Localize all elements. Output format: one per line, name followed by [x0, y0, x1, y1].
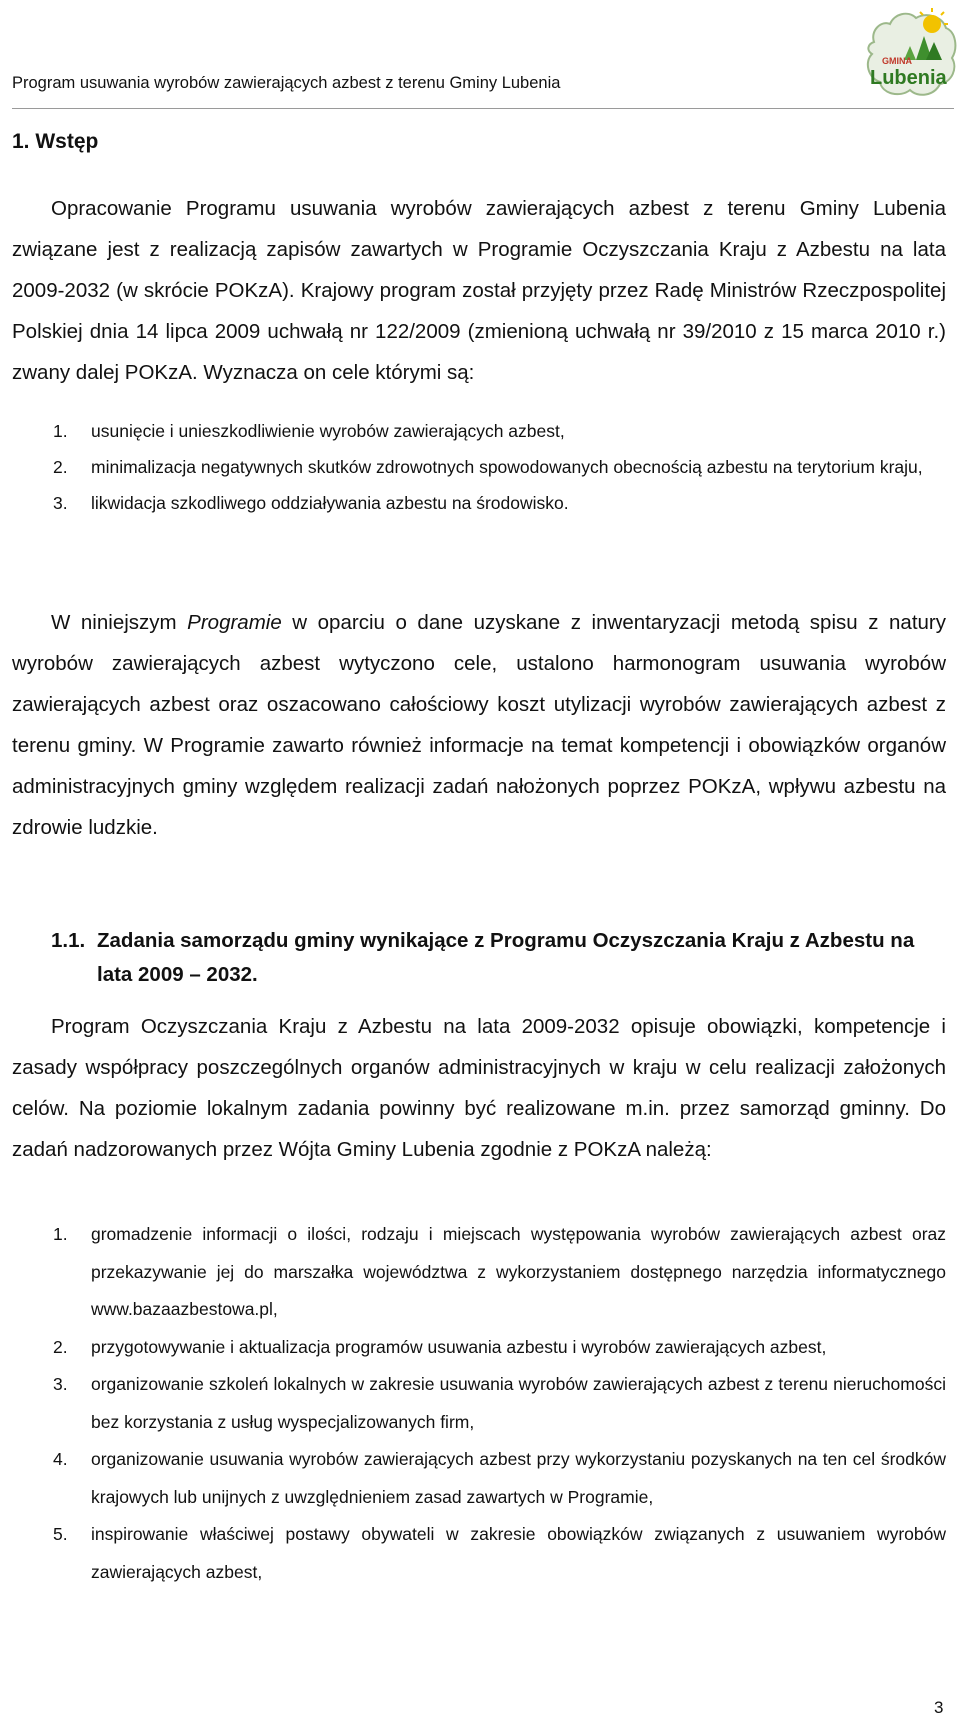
section-heading-tasks	[51, 924, 951, 992]
list-item-text: inspirowanie właściwej postawy obywateli w zakresie obowiązków związanych z usuwaniem wyrobów zawierających azbest,	[91, 1524, 946, 1582]
gmina-lubenia-logo	[860, 2, 960, 104]
list-item-number: 5.	[53, 1524, 68, 1544]
tasks-list	[53, 1216, 946, 1591]
header-title: Program usuwania wyrobów zawierających azbest z terenu Gminy Lubenia	[12, 74, 561, 92]
list-item-number: 1.	[53, 1224, 68, 1244]
program-italic-word: Programie	[187, 611, 282, 634]
header-divider	[12, 108, 954, 109]
page-header	[12, 0, 954, 110]
list-item-number: 4.	[53, 1449, 68, 1469]
list-item-number: 3.	[53, 1374, 68, 1394]
list-item	[53, 485, 946, 521]
list-item	[53, 1441, 946, 1516]
list-item-number: 2.	[53, 1336, 68, 1357]
list-item	[53, 1216, 946, 1329]
list-item	[53, 1516, 946, 1591]
section-title: Zadania samorządu gminy wynikające z Programu Oczyszczania Kraju z Azbestu na lata 2009 – 2032.	[97, 929, 915, 986]
program-paragraph	[12, 602, 946, 848]
list-item	[53, 413, 946, 449]
intro-paragraph-text: Opracowanie Programu usuwania wyrobów zawierających azbest z terenu Gminy Lubenia związane jest z realizacją zapisów zawartych w Programie Oczyszczania Kraju z Azbestu na lata 2009-2032 (w skrócie POKzA). Krajowy program został przyjęty przez Radę Ministrów Rzeczpospolitej Polskiej dnia 14 lipca 2009 uchwałą nr 122/2009 (zmienioną uchwałą nr 39/2010 z 15 marca 2010 r.) zwany dalej POKzA. Wyznacza on cele którymi są:	[12, 197, 946, 384]
intro-paragraph	[12, 188, 946, 393]
program-paragraph-start: W niniejszym	[51, 611, 188, 634]
logo-small-text: GMINA	[882, 56, 912, 66]
list-item	[53, 1329, 946, 1367]
list-item-number: 1.	[53, 421, 68, 441]
list-item-text: minimalizacja negatywnych skutków zdrowotnych spowodowanych obecnością azbestu na terytorium kraju,	[91, 457, 923, 477]
page-number: 3	[934, 1698, 944, 1717]
list-item-number: 2.	[53, 457, 68, 477]
list-item	[53, 1366, 946, 1441]
section-number: 1.1.	[51, 929, 86, 952]
list-item-number: 3.	[53, 493, 68, 513]
tasks-intro-text: Program Oczyszczania Kraju z Azbestu na lata 2009-2032 opisuje obowiązki, kompetencje i zasady współpracy poszczególnych organów administracyjnych w kraju w celu realizacji założonych celów. Na poziomie lokalnym zadania powinny być realizowane m.in. przez samorząd gminny. Do zadań nadzorowanych przez Wójta Gminy Lubenia zgodnie z POKzA należą:	[12, 1015, 946, 1161]
list-item-text: organizowanie usuwania wyrobów zawierających azbest przy wykorzystaniu pozyskanych na ten cel środków krajowych lub unijnych z uwzględnieniem zasad zawartych w Programie,	[91, 1449, 946, 1507]
section-heading-introduction: 1. Wstęp	[12, 130, 99, 153]
program-paragraph-rest: w oparciu o dane uzyskane z inwentaryzacji metodą spisu z natury wyrobów zawierających azbest wytyczono cele, ustalono harmonogram usuwania wyrobów zawierających azbest oraz oszacowano całościowy koszt utylizacji wyrobów zawierających azbest z terenu gminy. W Programie zawarto również informacje na temat kompetencji i obowiązków organów administracyjnych gminy względem realizacji zadań nałożonych poprzez POKzA, wpływu azbestu na zdrowie ludzkie.	[12, 611, 946, 839]
logo-name-text: Lubenia	[870, 67, 947, 89]
list-item	[53, 449, 946, 485]
tasks-intro-paragraph	[12, 1006, 946, 1170]
list-item-text: usunięcie i unieszkodliwienie wyrobów zawierających azbest,	[91, 421, 565, 441]
list-item-text: likwidacja szkodliwego oddziaływania azbestu na środowisko.	[91, 493, 569, 513]
list-item-text: organizowanie szkoleń lokalnych w zakresie usuwania wyrobów zawierających azbest z terenu nieruchomości bez korzystania z usług wyspecjalizowanych firm,	[91, 1374, 946, 1432]
list-item-text: przygotowywanie i aktualizacja programów usuwania azbestu i wyrobów zawierających azbest,	[91, 1336, 827, 1357]
goals-list	[53, 413, 946, 521]
list-item-text: gromadzenie informacji o ilości, rodzaju i miejscach występowania wyrobów zawierających azbest oraz przekazywanie jej do marszałka województwa z wykorzystaniem dostępnego narzędzia informatycznego www.bazaazbestowa.pl,	[91, 1224, 946, 1319]
